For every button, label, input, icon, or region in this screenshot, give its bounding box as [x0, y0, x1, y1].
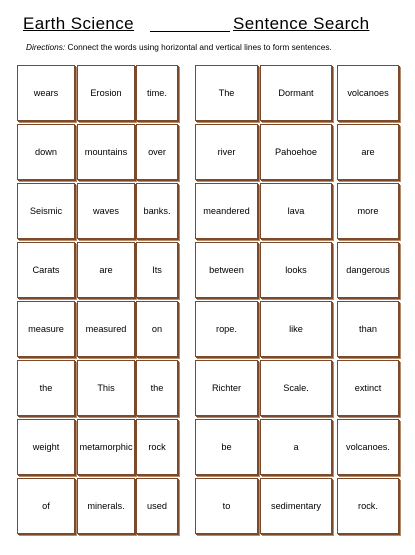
- word-cell[interactable]: weight: [17, 419, 75, 475]
- directions: [26, 42, 396, 52]
- word-cell[interactable]: the: [136, 360, 178, 416]
- word-cell[interactable]: of: [17, 478, 75, 534]
- word-cell[interactable]: Pahoehoe: [260, 124, 332, 180]
- word-cell[interactable]: lava: [260, 183, 332, 239]
- word-cell[interactable]: meandered: [195, 183, 258, 239]
- word-cell[interactable]: measured: [77, 301, 135, 357]
- page-title: [23, 14, 378, 36]
- word-cell[interactable]: on: [136, 301, 178, 357]
- word-cell[interactable]: to: [195, 478, 258, 534]
- word-cell[interactable]: Seismic: [17, 183, 75, 239]
- word-cell[interactable]: over: [136, 124, 178, 180]
- word-cell[interactable]: volcanoes.: [337, 419, 399, 475]
- word-cell[interactable]: are: [337, 124, 399, 180]
- word-cell[interactable]: be: [195, 419, 258, 475]
- word-cell[interactable]: Erosion: [77, 65, 135, 121]
- word-cell[interactable]: between: [195, 242, 258, 298]
- word-cell[interactable]: down: [17, 124, 75, 180]
- word-cell[interactable]: a: [260, 419, 332, 475]
- word-cell[interactable]: Carats: [17, 242, 75, 298]
- word-cell[interactable]: used: [136, 478, 178, 534]
- title-activity: Sentence Search: [233, 14, 370, 33]
- word-cell[interactable]: The: [195, 65, 258, 121]
- word-cell[interactable]: mountains: [77, 124, 135, 180]
- word-cell[interactable]: Dormant: [260, 65, 332, 121]
- word-cell[interactable]: metamorphic: [77, 419, 135, 475]
- word-cell[interactable]: This: [77, 360, 135, 416]
- word-cell[interactable]: extinct: [337, 360, 399, 416]
- word-cell[interactable]: like: [260, 301, 332, 357]
- word-cell[interactable]: time.: [136, 65, 178, 121]
- word-cell[interactable]: looks: [260, 242, 332, 298]
- word-cell[interactable]: volcanoes: [337, 65, 399, 121]
- word-cell[interactable]: more: [337, 183, 399, 239]
- word-cell[interactable]: waves: [77, 183, 135, 239]
- word-cell[interactable]: Richter: [195, 360, 258, 416]
- title-underline-blank: [150, 31, 230, 32]
- word-cell[interactable]: wears: [17, 65, 75, 121]
- title-subject: Earth Science: [23, 14, 135, 33]
- word-cell[interactable]: banks.: [136, 183, 178, 239]
- word-cell[interactable]: Scale.: [260, 360, 332, 416]
- word-cell[interactable]: sedimentary: [260, 478, 332, 534]
- word-cell[interactable]: the: [17, 360, 75, 416]
- directions-text: Connect the words using horizontal and vertical lines to form sentences.: [67, 42, 332, 52]
- word-cell[interactable]: rope.: [195, 301, 258, 357]
- word-cell[interactable]: measure: [17, 301, 75, 357]
- word-cell[interactable]: river: [195, 124, 258, 180]
- word-cell[interactable]: minerals.: [77, 478, 135, 534]
- word-cell[interactable]: rock: [136, 419, 178, 475]
- word-cell[interactable]: Its: [136, 242, 178, 298]
- word-cell[interactable]: than: [337, 301, 399, 357]
- word-cell[interactable]: are: [77, 242, 135, 298]
- word-cell[interactable]: dangerous: [337, 242, 399, 298]
- word-cell[interactable]: rock.: [337, 478, 399, 534]
- directions-label: Directions:: [26, 42, 66, 52]
